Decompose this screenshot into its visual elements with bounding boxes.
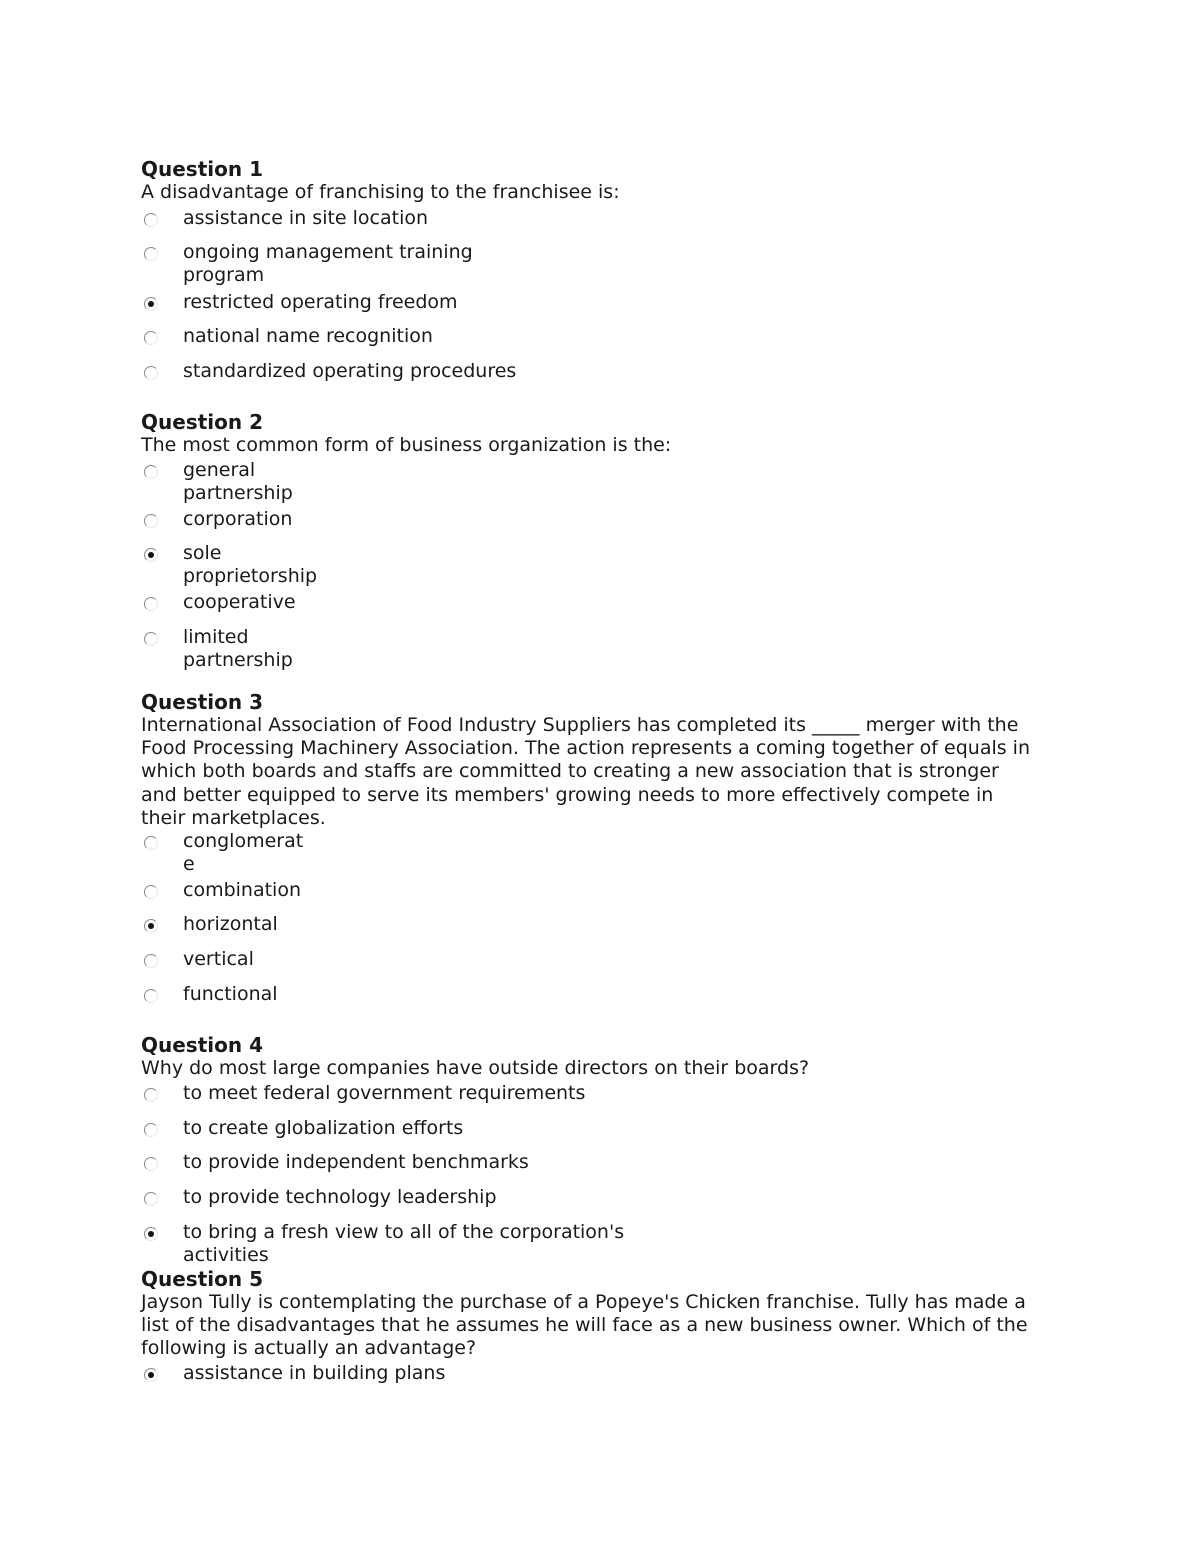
option-label: to bring a fresh view to all of the corporation's bbox=[183, 1221, 625, 1243]
question-title: Question 2 bbox=[141, 410, 263, 434]
option-label: functional bbox=[183, 983, 278, 1005]
question-text-line: which both boards and staffs are committed to creating a new association that is stronger bbox=[141, 760, 999, 783]
radio-button[interactable] bbox=[144, 989, 158, 1003]
option-label: vertical bbox=[183, 948, 254, 970]
question-text-line: their marketplaces. bbox=[141, 806, 326, 829]
option-label-line-2: e bbox=[183, 853, 195, 875]
option-label: to meet federal government requirements bbox=[183, 1082, 586, 1104]
option-label: ongoing management training bbox=[183, 241, 473, 263]
radio-button-selected[interactable] bbox=[144, 548, 158, 562]
question-5 bbox=[141, 1267, 1081, 1384]
option-label: conglomerat bbox=[183, 830, 304, 852]
option-label-line-2: program bbox=[183, 264, 265, 286]
option-label: combination bbox=[183, 879, 301, 901]
option-label-line-2: proprietorship bbox=[183, 565, 318, 587]
question-text: The most common form of business organization is the: bbox=[141, 434, 672, 456]
question-text-line: and better equipped to serve its members' growing needs to more effectively compete in bbox=[141, 783, 994, 806]
option-label-line-2: activities bbox=[183, 1244, 269, 1266]
radio-button[interactable] bbox=[144, 1192, 158, 1206]
radio-button[interactable] bbox=[144, 632, 158, 646]
radio-button-selected[interactable] bbox=[144, 297, 158, 311]
question-text-line: Food Processing Machinery Association. The action represents a coming together of equals in bbox=[141, 737, 1031, 760]
option-label: national name recognition bbox=[183, 325, 433, 347]
question-text-line: following is actually an advantage? bbox=[141, 1337, 477, 1360]
radio-button[interactable] bbox=[144, 836, 158, 850]
question-title: Question 1 bbox=[141, 157, 263, 181]
option-label: to provide technology leadership bbox=[183, 1186, 497, 1208]
question-text-line: International Association of Food Industry Suppliers has completed its _____ merger with the bbox=[141, 714, 1019, 736]
question-title: Question 3 bbox=[141, 690, 263, 714]
radio-button[interactable] bbox=[144, 366, 158, 380]
option-label: sole bbox=[183, 542, 222, 564]
option-label: restricted operating freedom bbox=[183, 291, 458, 313]
radio-button[interactable] bbox=[144, 514, 158, 528]
question-text bbox=[141, 1291, 1081, 1361]
radio-button[interactable] bbox=[144, 465, 158, 479]
radio-button-selected[interactable] bbox=[144, 1368, 158, 1382]
option-label: standardized operating procedures bbox=[183, 360, 517, 382]
question-text bbox=[141, 714, 1081, 830]
question-text-line: Jayson Tully is contemplating the purchase of a Popeye's Chicken franchise. Tully has made a bbox=[141, 1291, 1026, 1313]
radio-button[interactable] bbox=[144, 1157, 158, 1171]
question-2 bbox=[141, 410, 1081, 671]
radio-button[interactable] bbox=[144, 1088, 158, 1102]
radio-button-selected[interactable] bbox=[144, 919, 158, 933]
radio-button[interactable] bbox=[144, 213, 158, 227]
question-text: A disadvantage of franchising to the franchisee is: bbox=[141, 181, 620, 203]
question-3 bbox=[141, 690, 1081, 1005]
option-label: to create globalization efforts bbox=[183, 1117, 464, 1139]
option-label-line-2: partnership bbox=[183, 649, 293, 671]
radio-button[interactable] bbox=[144, 331, 158, 345]
question-title: Question 5 bbox=[141, 1267, 263, 1291]
radio-button[interactable] bbox=[144, 247, 158, 261]
question-text-line: list of the disadvantages that he assumes he will face as a new business owner. Which of the bbox=[141, 1314, 1028, 1337]
radio-button[interactable] bbox=[144, 954, 158, 968]
option-label: assistance in site location bbox=[183, 207, 429, 229]
radio-button[interactable] bbox=[144, 597, 158, 611]
option-label: assistance in building plans bbox=[183, 1362, 446, 1384]
option-label: to provide independent benchmarks bbox=[183, 1151, 529, 1173]
question-text: Why do most large companies have outside directors on their boards? bbox=[141, 1057, 810, 1079]
question-4 bbox=[141, 1033, 1081, 1266]
option-label: corporation bbox=[183, 508, 293, 530]
option-label-line-2: partnership bbox=[183, 482, 293, 504]
option-label: general bbox=[183, 459, 256, 481]
option-label: limited bbox=[183, 626, 249, 648]
question-title: Question 4 bbox=[141, 1033, 263, 1057]
option-label: horizontal bbox=[183, 913, 278, 935]
radio-button-selected[interactable] bbox=[144, 1227, 158, 1241]
radio-button[interactable] bbox=[144, 1123, 158, 1137]
radio-button[interactable] bbox=[144, 885, 158, 899]
option-label: cooperative bbox=[183, 591, 296, 613]
question-1 bbox=[141, 157, 1081, 382]
